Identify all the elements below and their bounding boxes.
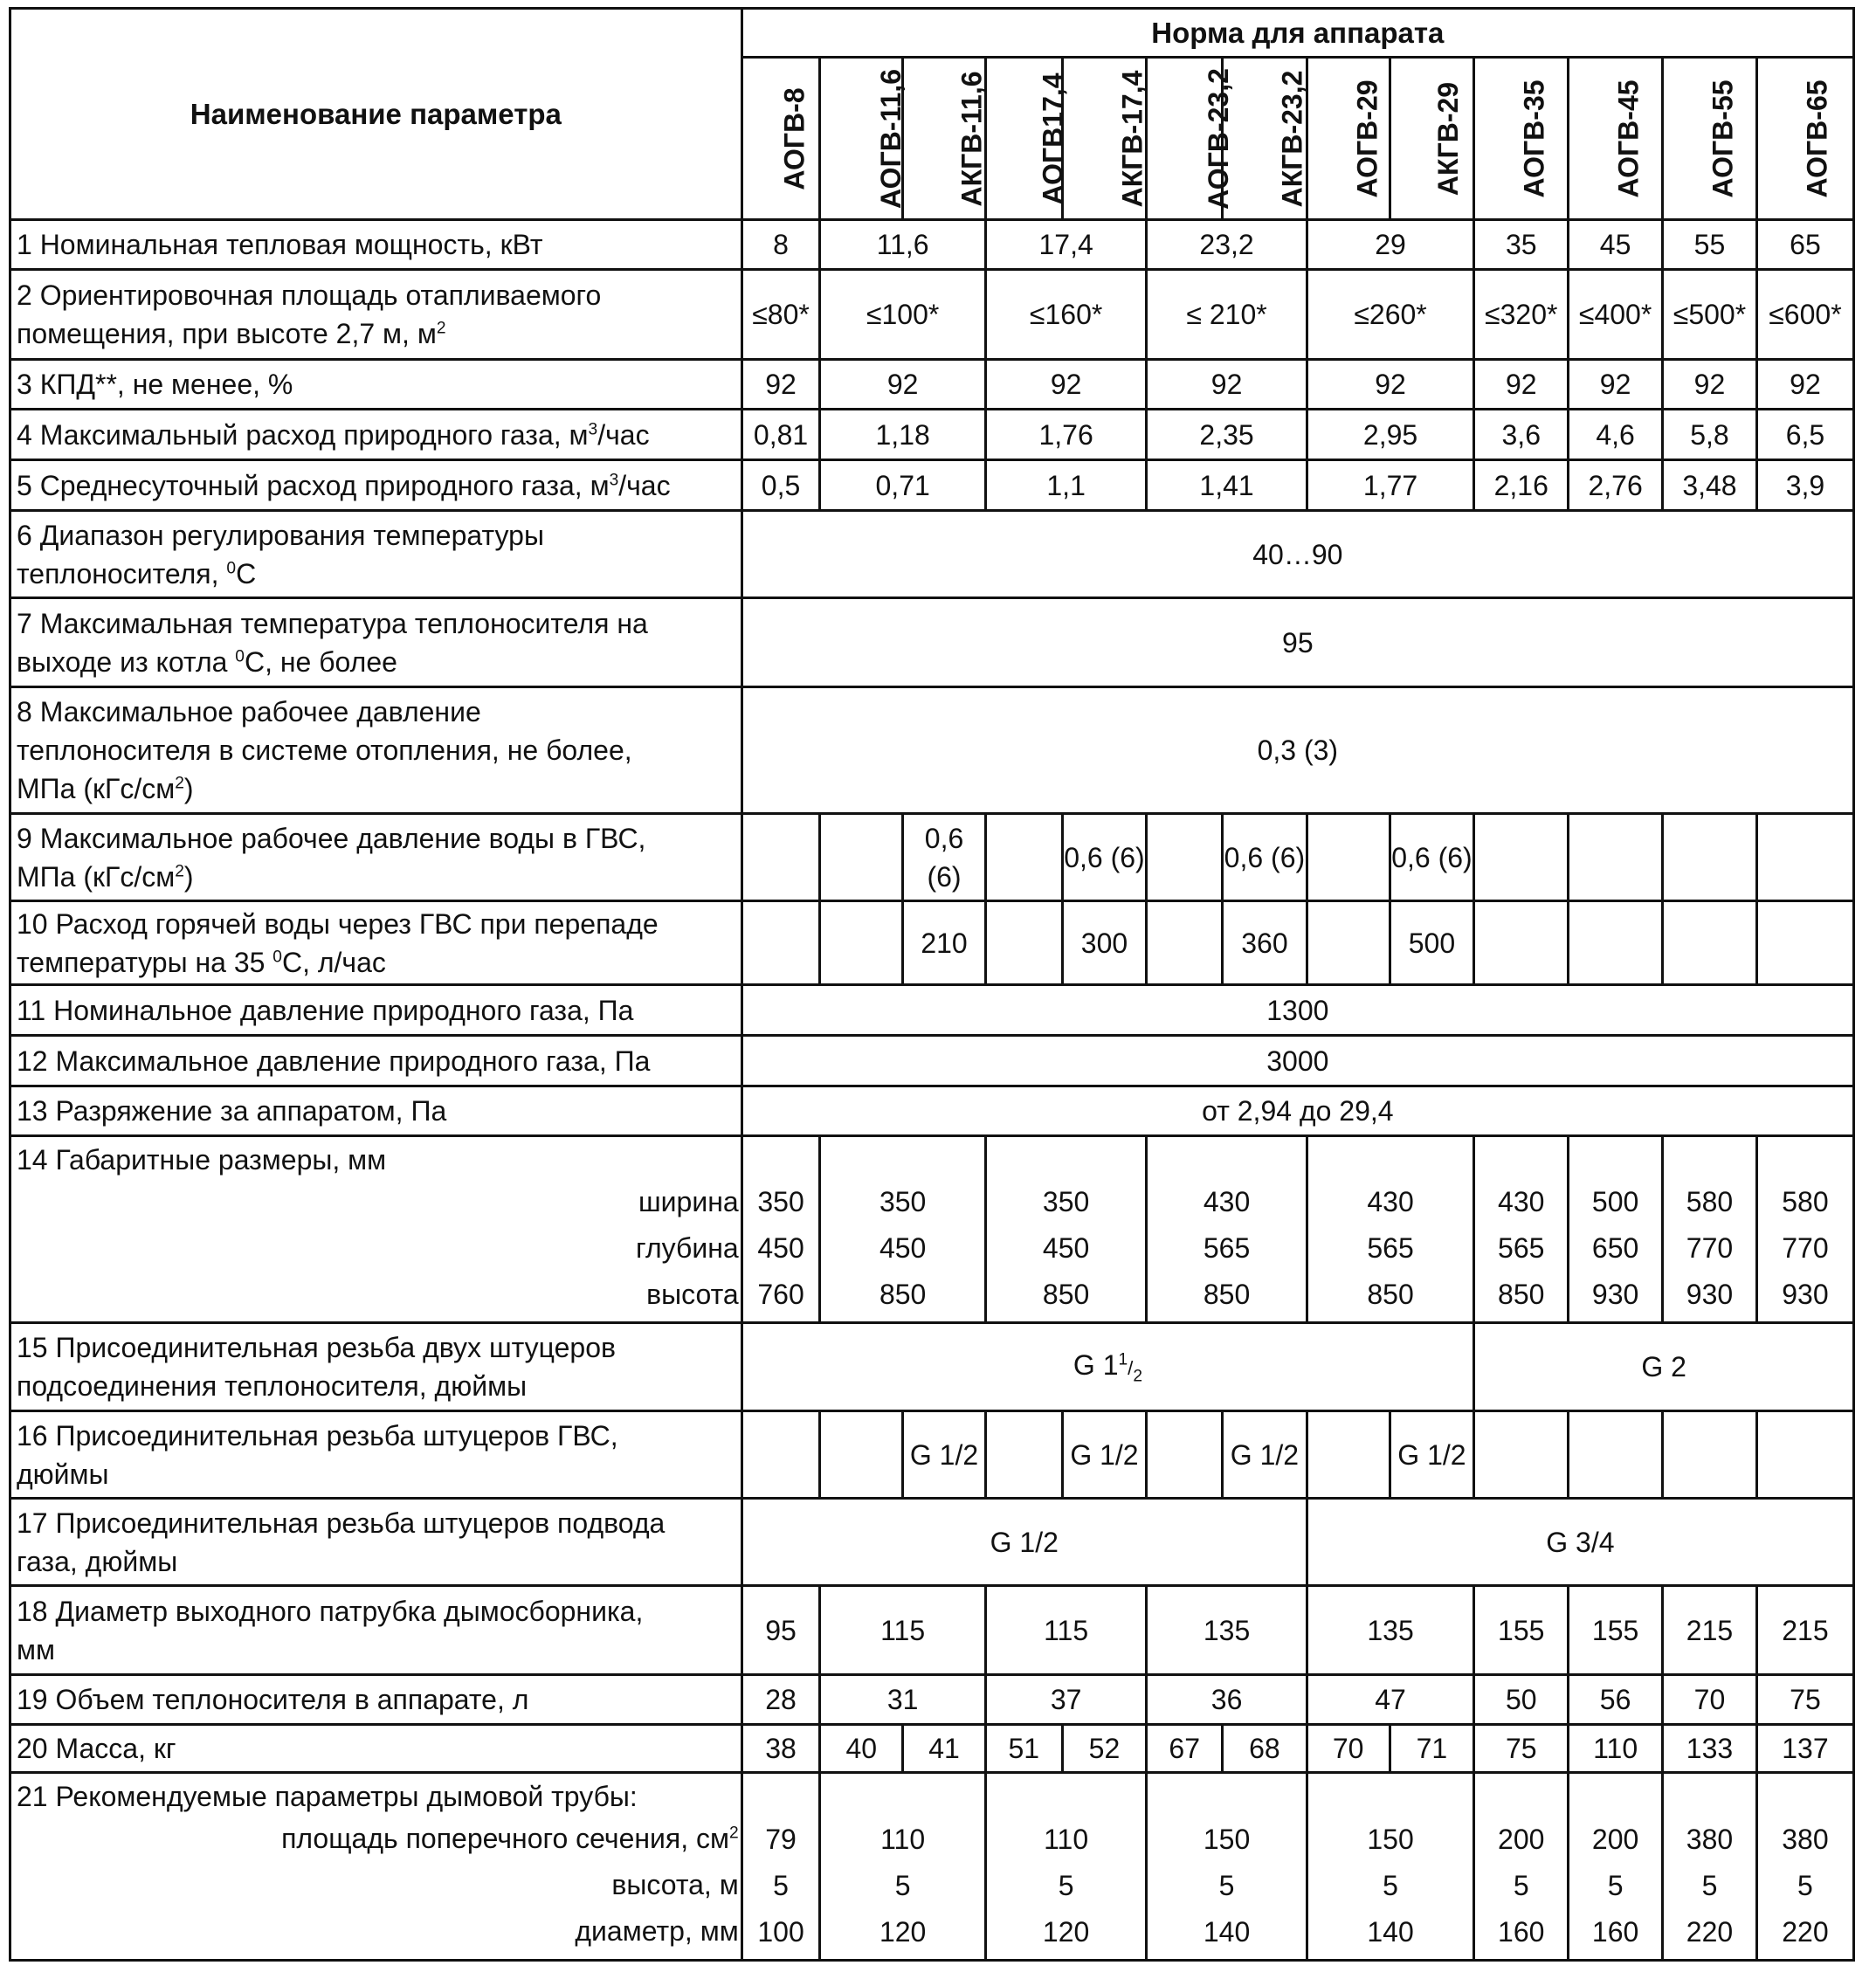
chimney-cell: 380 5 220 <box>1756 1773 1853 1961</box>
cell: 38 <box>741 1725 820 1773</box>
row-label: 13 Разряжение за аппаратом, Па <box>10 1086 742 1136</box>
cell: 135 <box>1147 1586 1307 1675</box>
cell: 52 <box>1062 1725 1147 1773</box>
row-label: 17 Присоединительная резьба штуцеров подвода газа, дюймы <box>10 1499 742 1586</box>
empty-cell <box>741 1411 820 1499</box>
cell: 0,6 (6) <box>1390 814 1474 901</box>
dims-cell: 430 565 850 <box>1474 1136 1569 1323</box>
row-label: 16 Присоединительная резьба штуцеров ГВС, дюймы <box>10 1411 742 1499</box>
cell: ≤ 210* <box>1147 270 1307 360</box>
row-label: 5 Среднесуточный расход природного газа, $м^3$/час <box>10 460 742 511</box>
cell: 3000 <box>741 1036 1853 1086</box>
dims-cell: 580 770 930 <box>1663 1136 1757 1323</box>
cell: 17,4 <box>985 220 1146 270</box>
cell: 55 <box>1663 220 1757 270</box>
cell: 68 <box>1223 1725 1307 1773</box>
empty-cell <box>820 901 903 985</box>
empty-cell <box>741 814 820 901</box>
empty-cell <box>1147 1411 1223 1499</box>
table-row <box>10 1499 1854 1586</box>
empty-cell <box>1663 1411 1757 1499</box>
cell: 3,9 <box>1756 460 1853 511</box>
cell: 51 <box>985 1725 1062 1773</box>
chimney-cell: 380 5 220 <box>1663 1773 1757 1961</box>
cell: 0,6 (6) <box>1223 814 1307 901</box>
cell: 0,71 <box>820 460 986 511</box>
empty-cell <box>1569 901 1663 985</box>
cell: 0,5 <box>741 460 820 511</box>
cell: 45 <box>1569 220 1663 270</box>
cell: 41 <box>903 1725 986 1773</box>
cell: 70 <box>1307 1725 1390 1773</box>
row-label: 3 КПД**, не менее, % <box>10 360 742 410</box>
cell: 71 <box>1390 1725 1474 1773</box>
cell: 36 <box>1147 1675 1307 1725</box>
row-label: 11 Номинальное давление природного газа, Па <box>10 985 742 1036</box>
chimney-cell: 79 5 100 <box>741 1773 820 1961</box>
model-header: АОГВ-35 <box>1474 58 1569 220</box>
model-header: АОГВ-23,2 <box>1147 58 1223 220</box>
cell: 56 <box>1569 1675 1663 1725</box>
empty-cell <box>1474 1411 1569 1499</box>
row-label: 9 Максимальное рабочее давление воды в ГВС, МПа $(кГс/см^2)$ <box>10 814 742 901</box>
cell: G 1/2 <box>1223 1411 1307 1499</box>
empty-cell <box>1756 1411 1853 1499</box>
row-label: 2 Ориентировочная площадь отапливаемого помещения, при высоте 2,7 м, $м^2$ <box>10 270 742 360</box>
model-header: АОГВ-55 <box>1663 58 1757 220</box>
cell: 133 <box>1663 1725 1757 1773</box>
cell: 95 <box>741 1586 820 1675</box>
chimney-cell: 110 5 120 <box>820 1773 986 1961</box>
empty-cell <box>820 814 903 901</box>
cell: 2,16 <box>1474 460 1569 511</box>
cell: ≤500* <box>1663 270 1757 360</box>
cell: 155 <box>1474 1586 1569 1675</box>
dims-cell: 500 650 930 <box>1569 1136 1663 1323</box>
empty-cell <box>1474 814 1569 901</box>
cell: 1,41 <box>1147 460 1307 511</box>
model-header: АКГВ-29 <box>1390 58 1474 220</box>
row-label: 15 Присоединительная резьба двух штуцеров подсоединения теплоносителя, дюймы <box>10 1323 742 1411</box>
empty-cell <box>1569 1411 1663 1499</box>
empty-cell <box>1307 901 1390 985</box>
dims-cell: 350 450 760 <box>741 1136 820 1323</box>
cell: ≤80* <box>741 270 820 360</box>
chimney-cell: 110 5 120 <box>985 1773 1146 1961</box>
table-row <box>10 985 1854 1036</box>
cell: 6,5 <box>1756 410 1853 460</box>
empty-cell <box>1307 1411 1390 1499</box>
cell: ≤260* <box>1307 270 1474 360</box>
cell: 28 <box>741 1675 820 1725</box>
row-label: 12 Максимальное давление природного газа, Па <box>10 1036 742 1086</box>
empty-cell <box>1307 814 1390 901</box>
cell: 92 <box>1474 360 1569 410</box>
cell: 31 <box>820 1675 986 1725</box>
row-label: 1 Номинальная тепловая мощность, кВт <box>10 220 742 270</box>
empty-cell <box>985 1411 1062 1499</box>
cell: 75 <box>1474 1725 1569 1773</box>
table-row <box>10 814 1854 901</box>
cell: 92 <box>820 360 986 410</box>
model-header: АОГВ-8 <box>741 58 820 220</box>
chimney-cell: 200 5 160 <box>1474 1773 1569 1961</box>
cell: 3,48 <box>1663 460 1757 511</box>
cell: ≤600* <box>1756 270 1853 360</box>
chimney-cell: 200 5 160 <box>1569 1773 1663 1961</box>
cell: 0,6 (6) <box>903 814 986 901</box>
dims-cell: 350 450 850 <box>985 1136 1146 1323</box>
cell: 11,6 <box>820 220 986 270</box>
table-row <box>10 360 1854 410</box>
cell: G $1^1/_2$ <box>741 1323 1474 1411</box>
cell: 137 <box>1756 1725 1853 1773</box>
cell: 8 <box>741 220 820 270</box>
dims-cell: 580 770 930 <box>1756 1136 1853 1323</box>
cell: ≤100* <box>820 270 986 360</box>
table-row <box>10 270 1854 360</box>
dims-cell: 350 450 850 <box>820 1136 986 1323</box>
cell: 3,6 <box>1474 410 1569 460</box>
empty-cell <box>741 901 820 985</box>
model-header: АКГВ-11,6 <box>903 58 986 220</box>
cell: 300 <box>1062 901 1147 985</box>
cell: 1300 <box>741 985 1853 1036</box>
cell: 1,76 <box>985 410 1146 460</box>
row-label: 18 Диаметр выходного патрубка дымосборника, мм <box>10 1586 742 1675</box>
empty-cell <box>1663 901 1757 985</box>
row-label: 20 Масса, кг <box>10 1725 742 1773</box>
table-row <box>10 511 1854 598</box>
cell: 110 <box>1569 1725 1663 1773</box>
empty-cell <box>1147 814 1223 901</box>
cell: 500 <box>1390 901 1474 985</box>
cell: 0,81 <box>741 410 820 460</box>
cell: 0,6 (6) <box>1062 814 1147 901</box>
cell: 0,3 (3) <box>741 687 1853 814</box>
cell: 92 <box>1756 360 1853 410</box>
row-label: 14 Габаритные размеры, мм ширина глубина высота <box>10 1136 742 1323</box>
model-header: АКГВ-17,4 <box>1062 58 1147 220</box>
cell: 135 <box>1307 1586 1474 1675</box>
cell: 92 <box>741 360 820 410</box>
table-row <box>10 1773 1854 1961</box>
table-row <box>10 460 1854 511</box>
cell: 215 <box>1663 1586 1757 1675</box>
row-label: 6 Диапазон регулирования температуры теплоносителя, $^0$С <box>10 511 742 598</box>
model-header: АОГВ-29 <box>1307 58 1390 220</box>
cell: ≤160* <box>985 270 1146 360</box>
row-label: 7 Максимальная температура теплоносителя на выходе из котла $^0$С, не более <box>10 598 742 687</box>
cell: 1,1 <box>985 460 1146 511</box>
cell: 360 <box>1223 901 1307 985</box>
table-row <box>10 220 1854 270</box>
table-row <box>10 410 1854 460</box>
cell: 23,2 <box>1147 220 1307 270</box>
empty-cell <box>985 901 1062 985</box>
model-header: АОГВ17,4 <box>985 58 1062 220</box>
cell: 29 <box>1307 220 1474 270</box>
cell: 2,35 <box>1147 410 1307 460</box>
row-label: 19 Объем теплоносителя в аппарате, л <box>10 1675 742 1725</box>
cell: 1,18 <box>820 410 986 460</box>
table-row <box>10 1675 1854 1725</box>
table-row <box>10 1036 1854 1086</box>
cell: 92 <box>985 360 1146 410</box>
table-row <box>10 1586 1854 1675</box>
cell: 92 <box>1147 360 1307 410</box>
cell: 65 <box>1756 220 1853 270</box>
cell: 92 <box>1307 360 1474 410</box>
cell: 2,76 <box>1569 460 1663 511</box>
table-row <box>10 1411 1854 1499</box>
empty-cell <box>1756 901 1853 985</box>
spec-table <box>9 7 1855 1962</box>
cell: 92 <box>1569 360 1663 410</box>
cell: 40 <box>820 1725 903 1773</box>
cell: 35 <box>1474 220 1569 270</box>
dims-cell: 430 565 850 <box>1307 1136 1474 1323</box>
cell: G 1/2 <box>1062 1411 1147 1499</box>
dims-cell: 430 565 850 <box>1147 1136 1307 1323</box>
cell: 1,77 <box>1307 460 1474 511</box>
cell: 75 <box>1756 1675 1853 1725</box>
cell: 215 <box>1756 1586 1853 1675</box>
row-label: 10 Расход горячей воды через ГВС при перепаде температуры на 35 $^0$С, л/час <box>10 901 742 985</box>
norm-header: Норма для аппарата <box>741 9 1853 58</box>
model-header: АОГВ-65 <box>1756 58 1853 220</box>
chimney-cell: 150 5 140 <box>1307 1773 1474 1961</box>
table-row <box>10 1323 1854 1411</box>
cell: 95 <box>741 598 1853 687</box>
model-header: АКГВ-23,2 <box>1223 58 1307 220</box>
row-label: 8 Максимальное рабочее давление теплоносителя в системе отопления, не более, МПа $(кГс/см^2)$ <box>10 687 742 814</box>
empty-cell <box>1474 901 1569 985</box>
cell: 155 <box>1569 1586 1663 1675</box>
cell: 67 <box>1147 1725 1223 1773</box>
table-row <box>10 1086 1854 1136</box>
row-label: 21 Рекомендуемые параметры дымовой трубы: площадь поперечного сечения, $см^2$ высота, м диаметр, мм <box>10 1773 742 1961</box>
empty-cell <box>820 1411 903 1499</box>
cell: от 2,94 до 29,4 <box>741 1086 1853 1136</box>
empty-cell <box>1569 814 1663 901</box>
cell: ≤320* <box>1474 270 1569 360</box>
chimney-cell: 150 5 140 <box>1147 1773 1307 1961</box>
cell: 92 <box>1663 360 1757 410</box>
cell: 50 <box>1474 1675 1569 1725</box>
cell: 5,8 <box>1663 410 1757 460</box>
cell: 210 <box>903 901 986 985</box>
param-header: Наименование параметра <box>10 9 742 220</box>
empty-cell <box>985 814 1062 901</box>
cell: G 1/2 <box>1390 1411 1474 1499</box>
table-row <box>10 901 1854 985</box>
cell: G 2 <box>1474 1323 1854 1411</box>
table-row <box>10 598 1854 687</box>
table-row <box>10 1136 1854 1323</box>
cell: 47 <box>1307 1675 1474 1725</box>
cell: 40…90 <box>741 511 1853 598</box>
cell: ≤400* <box>1569 270 1663 360</box>
table-row <box>10 1725 1854 1773</box>
cell: 70 <box>1663 1675 1757 1725</box>
model-header: АОГВ-11,6 <box>820 58 903 220</box>
empty-cell <box>1663 814 1757 901</box>
cell: 37 <box>985 1675 1146 1725</box>
cell: 4,6 <box>1569 410 1663 460</box>
empty-cell <box>1147 901 1223 985</box>
table-row <box>10 687 1854 814</box>
model-header: АОГВ-45 <box>1569 58 1663 220</box>
cell: G 1/2 <box>903 1411 986 1499</box>
row-label: 4 Максимальный расход природного газа, $м^3$/час <box>10 410 742 460</box>
cell: G 3/4 <box>1307 1499 1853 1586</box>
cell: 115 <box>985 1586 1146 1675</box>
cell: 115 <box>820 1586 986 1675</box>
cell: G 1/2 <box>741 1499 1307 1586</box>
empty-cell <box>1756 814 1853 901</box>
cell: 2,95 <box>1307 410 1474 460</box>
